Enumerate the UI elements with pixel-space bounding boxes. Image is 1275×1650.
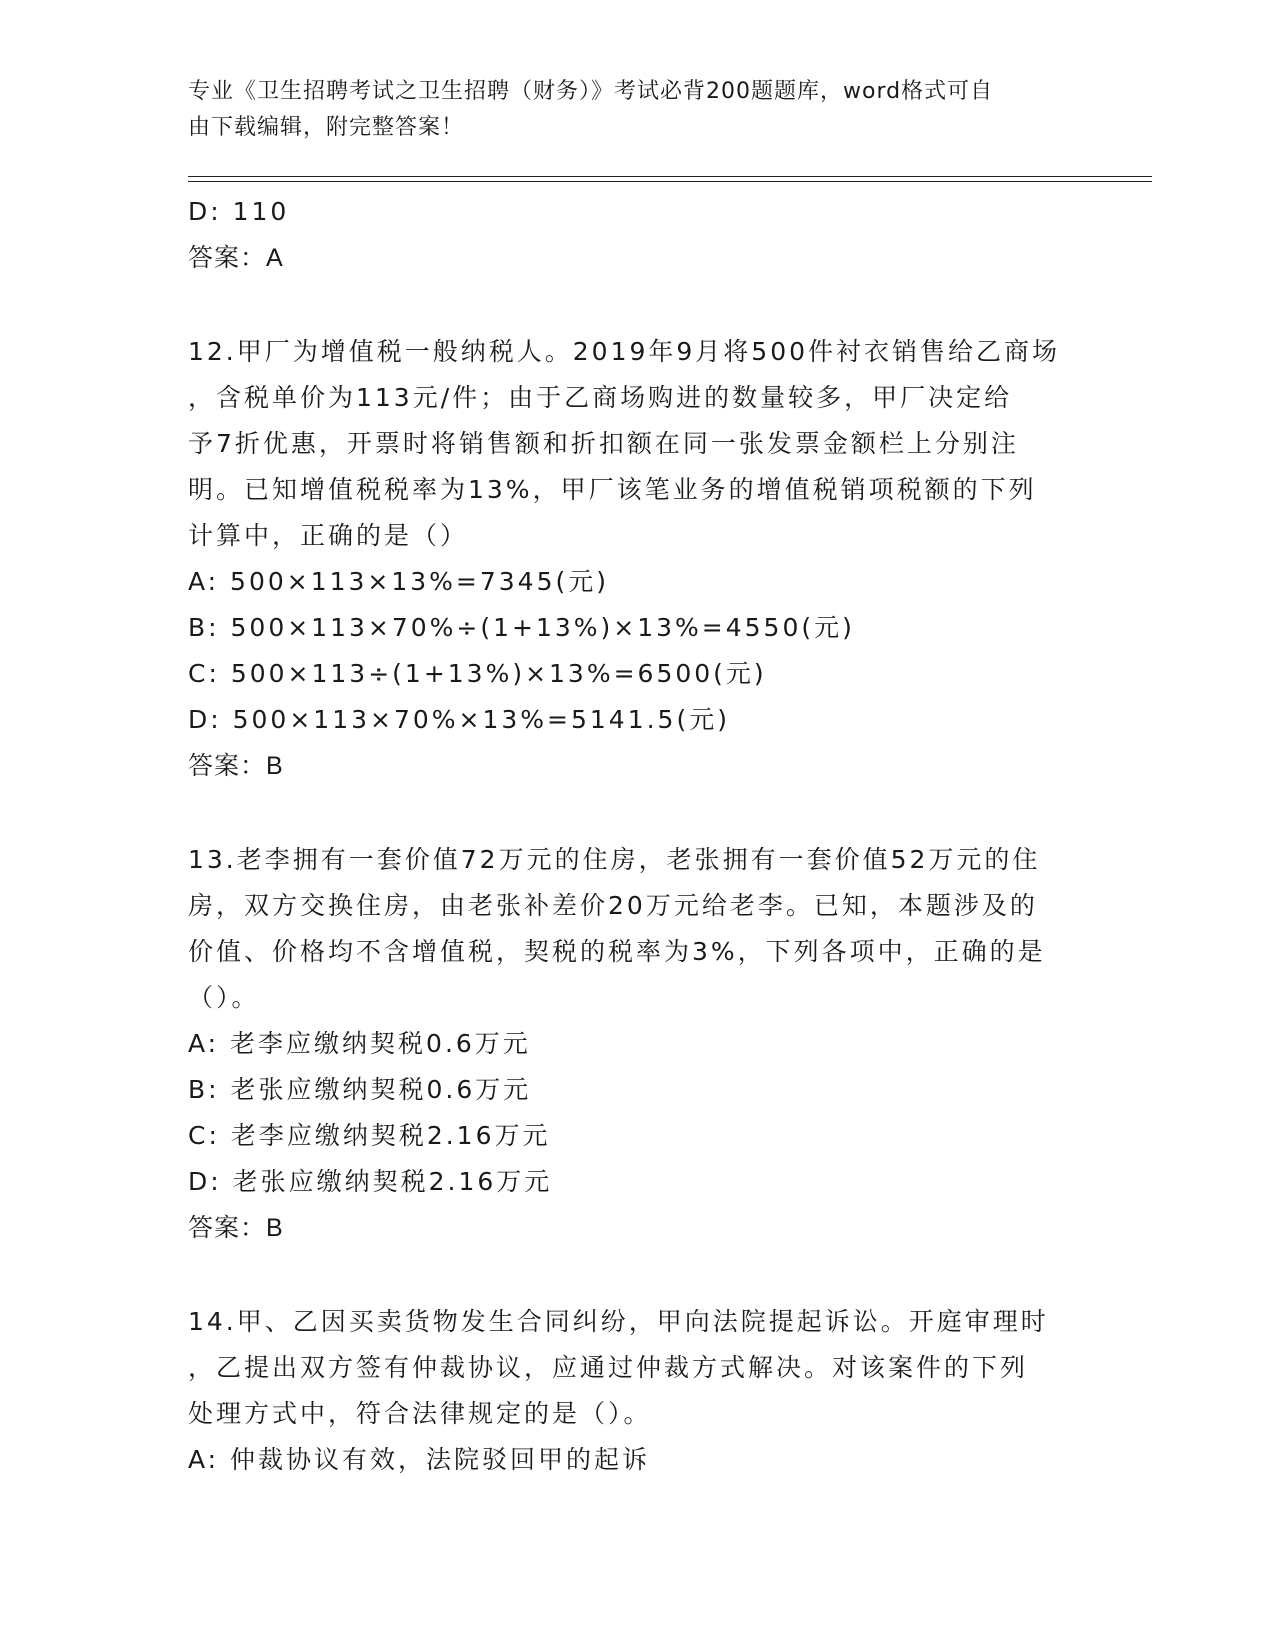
q14-stem-line-3: 处理方式中，符合法律规定的是（）。 xyxy=(188,1399,652,1428)
question-14 xyxy=(188,1299,1088,1483)
header-rule-bottom xyxy=(188,181,1152,182)
question-gap xyxy=(188,1251,1088,1299)
q12-option-d: D: 500×113×70%×13%=5141.5(元) xyxy=(188,705,730,734)
question-gap xyxy=(188,281,1088,329)
q13-stem-line-4: （）。 xyxy=(188,983,260,1012)
q14-stem-line-1: 14.甲、乙因买卖货物发生合同纠纷，甲向法院提起诉讼。开庭审理时 xyxy=(188,1307,1049,1336)
q14-option-a: A: 仲裁协议有效，法院驳回甲的起诉 xyxy=(188,1445,651,1474)
header-rule-top xyxy=(188,176,1152,177)
q12-stem-line-2: ，含税单价为113元/件；由于乙商场购进的数量较多，甲厂决定给 xyxy=(188,383,1013,412)
q13-option-b: B: 老张应缴纳契税0.6万元 xyxy=(188,1075,532,1104)
q12-stem-line-5: 计算中，正确的是（） xyxy=(188,521,469,550)
question-13 xyxy=(188,837,1088,1251)
question-gap xyxy=(188,789,1088,837)
q14-stem-line-2: ，乙提出双方签有仲裁协议，应通过仲裁方式解决。对该案件的下列 xyxy=(188,1353,1029,1382)
q12-stem-line-4: 明。已知增值税税率为13%，甲厂该笔业务的增值税销项税额的下列 xyxy=(188,475,1037,504)
question-content xyxy=(188,189,1088,1483)
q12-option-c: C: 500×113÷(1+13%)×13%=6500(元) xyxy=(188,659,767,688)
q13-option-c: C: 老李应缴纳契税2.16万元 xyxy=(188,1121,551,1150)
question-12 xyxy=(188,329,1088,789)
document-header xyxy=(188,74,1068,146)
q11-option-d: D: 110 xyxy=(188,197,290,226)
q13-option-a: A: 老李应缴纳契税0.6万元 xyxy=(188,1029,531,1058)
header-line-2: 由下载编辑，附完整答案！ xyxy=(188,115,465,140)
q12-answer: 答案：B xyxy=(188,752,284,780)
q13-option-d: D: 老张应缴纳契税2.16万元 xyxy=(188,1167,553,1196)
q13-stem-line-1: 13.老李拥有一套价值72万元的住房，老张拥有一套价值52万元的住 xyxy=(188,845,1041,874)
q12-option-a: A: 500×113×13%=7345(元) xyxy=(188,567,610,596)
q13-stem-line-3: 价值、价格均不含增值税，契税的税率为3%，下列各项中，正确的是 xyxy=(188,937,1046,966)
q12-stem-line-1: 12.甲厂为增值税一般纳税人。2019年9月将500件衬衣销售给乙商场 xyxy=(188,337,1061,366)
q12-option-b: B: 500×113×70%÷(1+13%)×13%=4550(元) xyxy=(188,613,855,642)
header-line-1: 专业《卫生招聘考试之卫生招聘（财务）》考试必背200题题库，word格式可自 xyxy=(188,79,994,104)
q13-stem-line-2: 房，双方交换住房，由老张补差价20万元给老李。已知，本题涉及的 xyxy=(188,891,1038,920)
q11-answer: 答案：A xyxy=(188,244,284,272)
q13-answer: 答案：B xyxy=(188,1214,284,1242)
q12-stem-line-3: 予7折优惠，开票时将销售额和折扣额在同一张发票金额栏上分别注 xyxy=(188,429,1019,458)
